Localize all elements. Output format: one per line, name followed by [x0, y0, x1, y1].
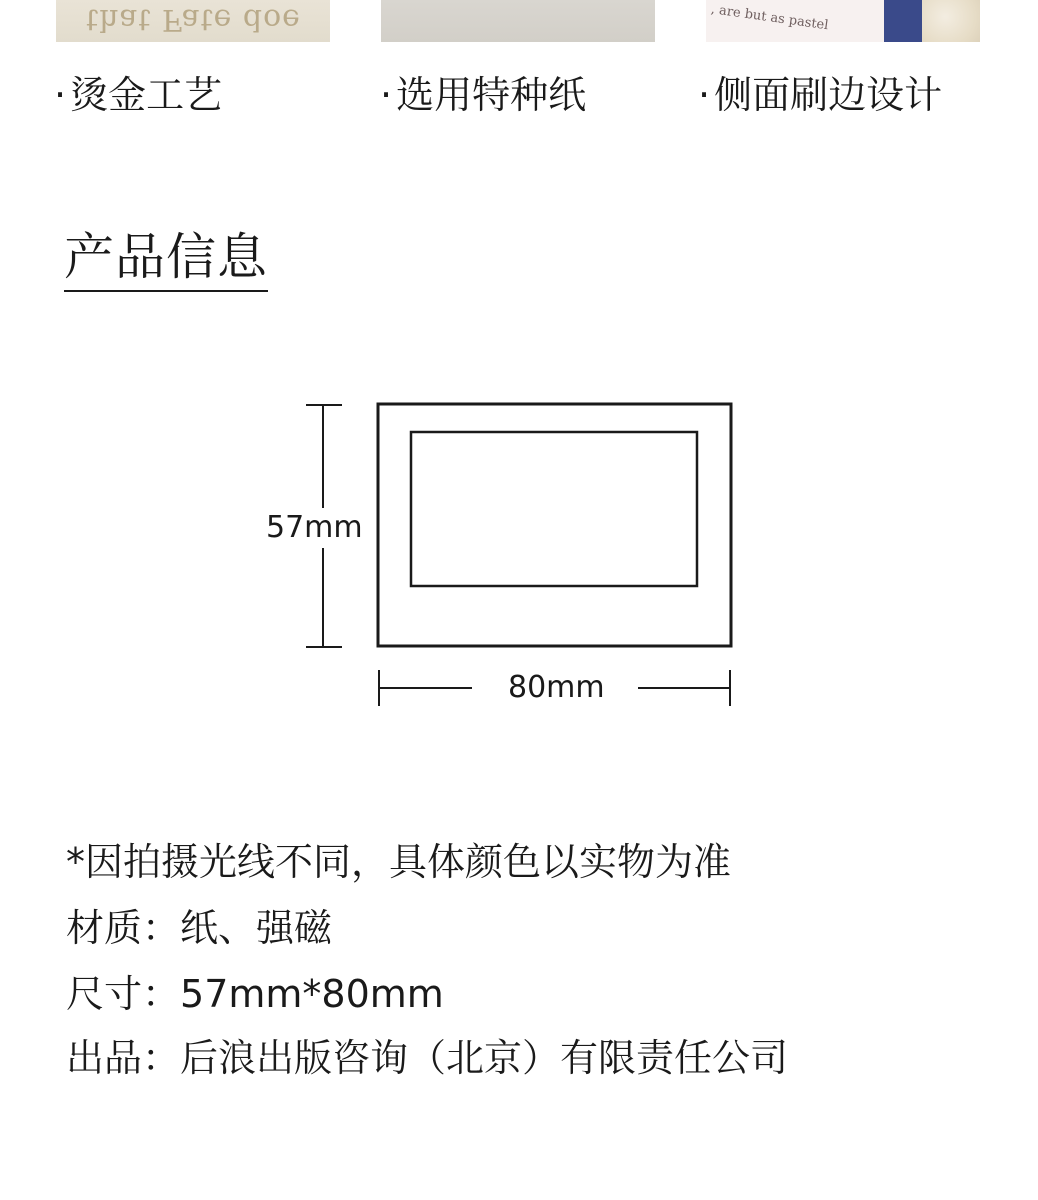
feature-label: 选用特种纸 [396, 73, 587, 117]
publisher-label: 出品： [66, 1036, 181, 1080]
size-row [66, 970, 444, 1018]
bullet-dot: · [698, 73, 711, 117]
material-row [66, 904, 332, 952]
publisher-value: 后浪出版咨询（北京）有限责任公司 [180, 1036, 789, 1080]
material-value: 纸、强磁 [180, 906, 333, 950]
card-inner-frame [411, 432, 697, 586]
card-print-text: , are but as pastel [709, 2, 830, 34]
width-dimension-label: 80mm [508, 670, 605, 705]
material-label: 材质： [66, 906, 181, 950]
feature-label: 烫金工艺 [70, 73, 223, 117]
feature-label: 侧面刷边设计 [714, 73, 943, 117]
bullet-dot: · [380, 73, 393, 117]
section-title: 产品信息 [64, 226, 268, 292]
embossed-text: that Fate doe [86, 2, 301, 37]
color-note: *因拍摄光线不同，具体颜色以实物为准 [66, 840, 732, 884]
size-value: 57mm*80mm [180, 972, 444, 1016]
size-label: 尺寸： [66, 972, 181, 1016]
card-outline [378, 404, 731, 646]
height-dimension-label: 57mm [266, 510, 363, 545]
publisher-row [66, 1034, 788, 1082]
bullet-dot: · [54, 73, 67, 117]
